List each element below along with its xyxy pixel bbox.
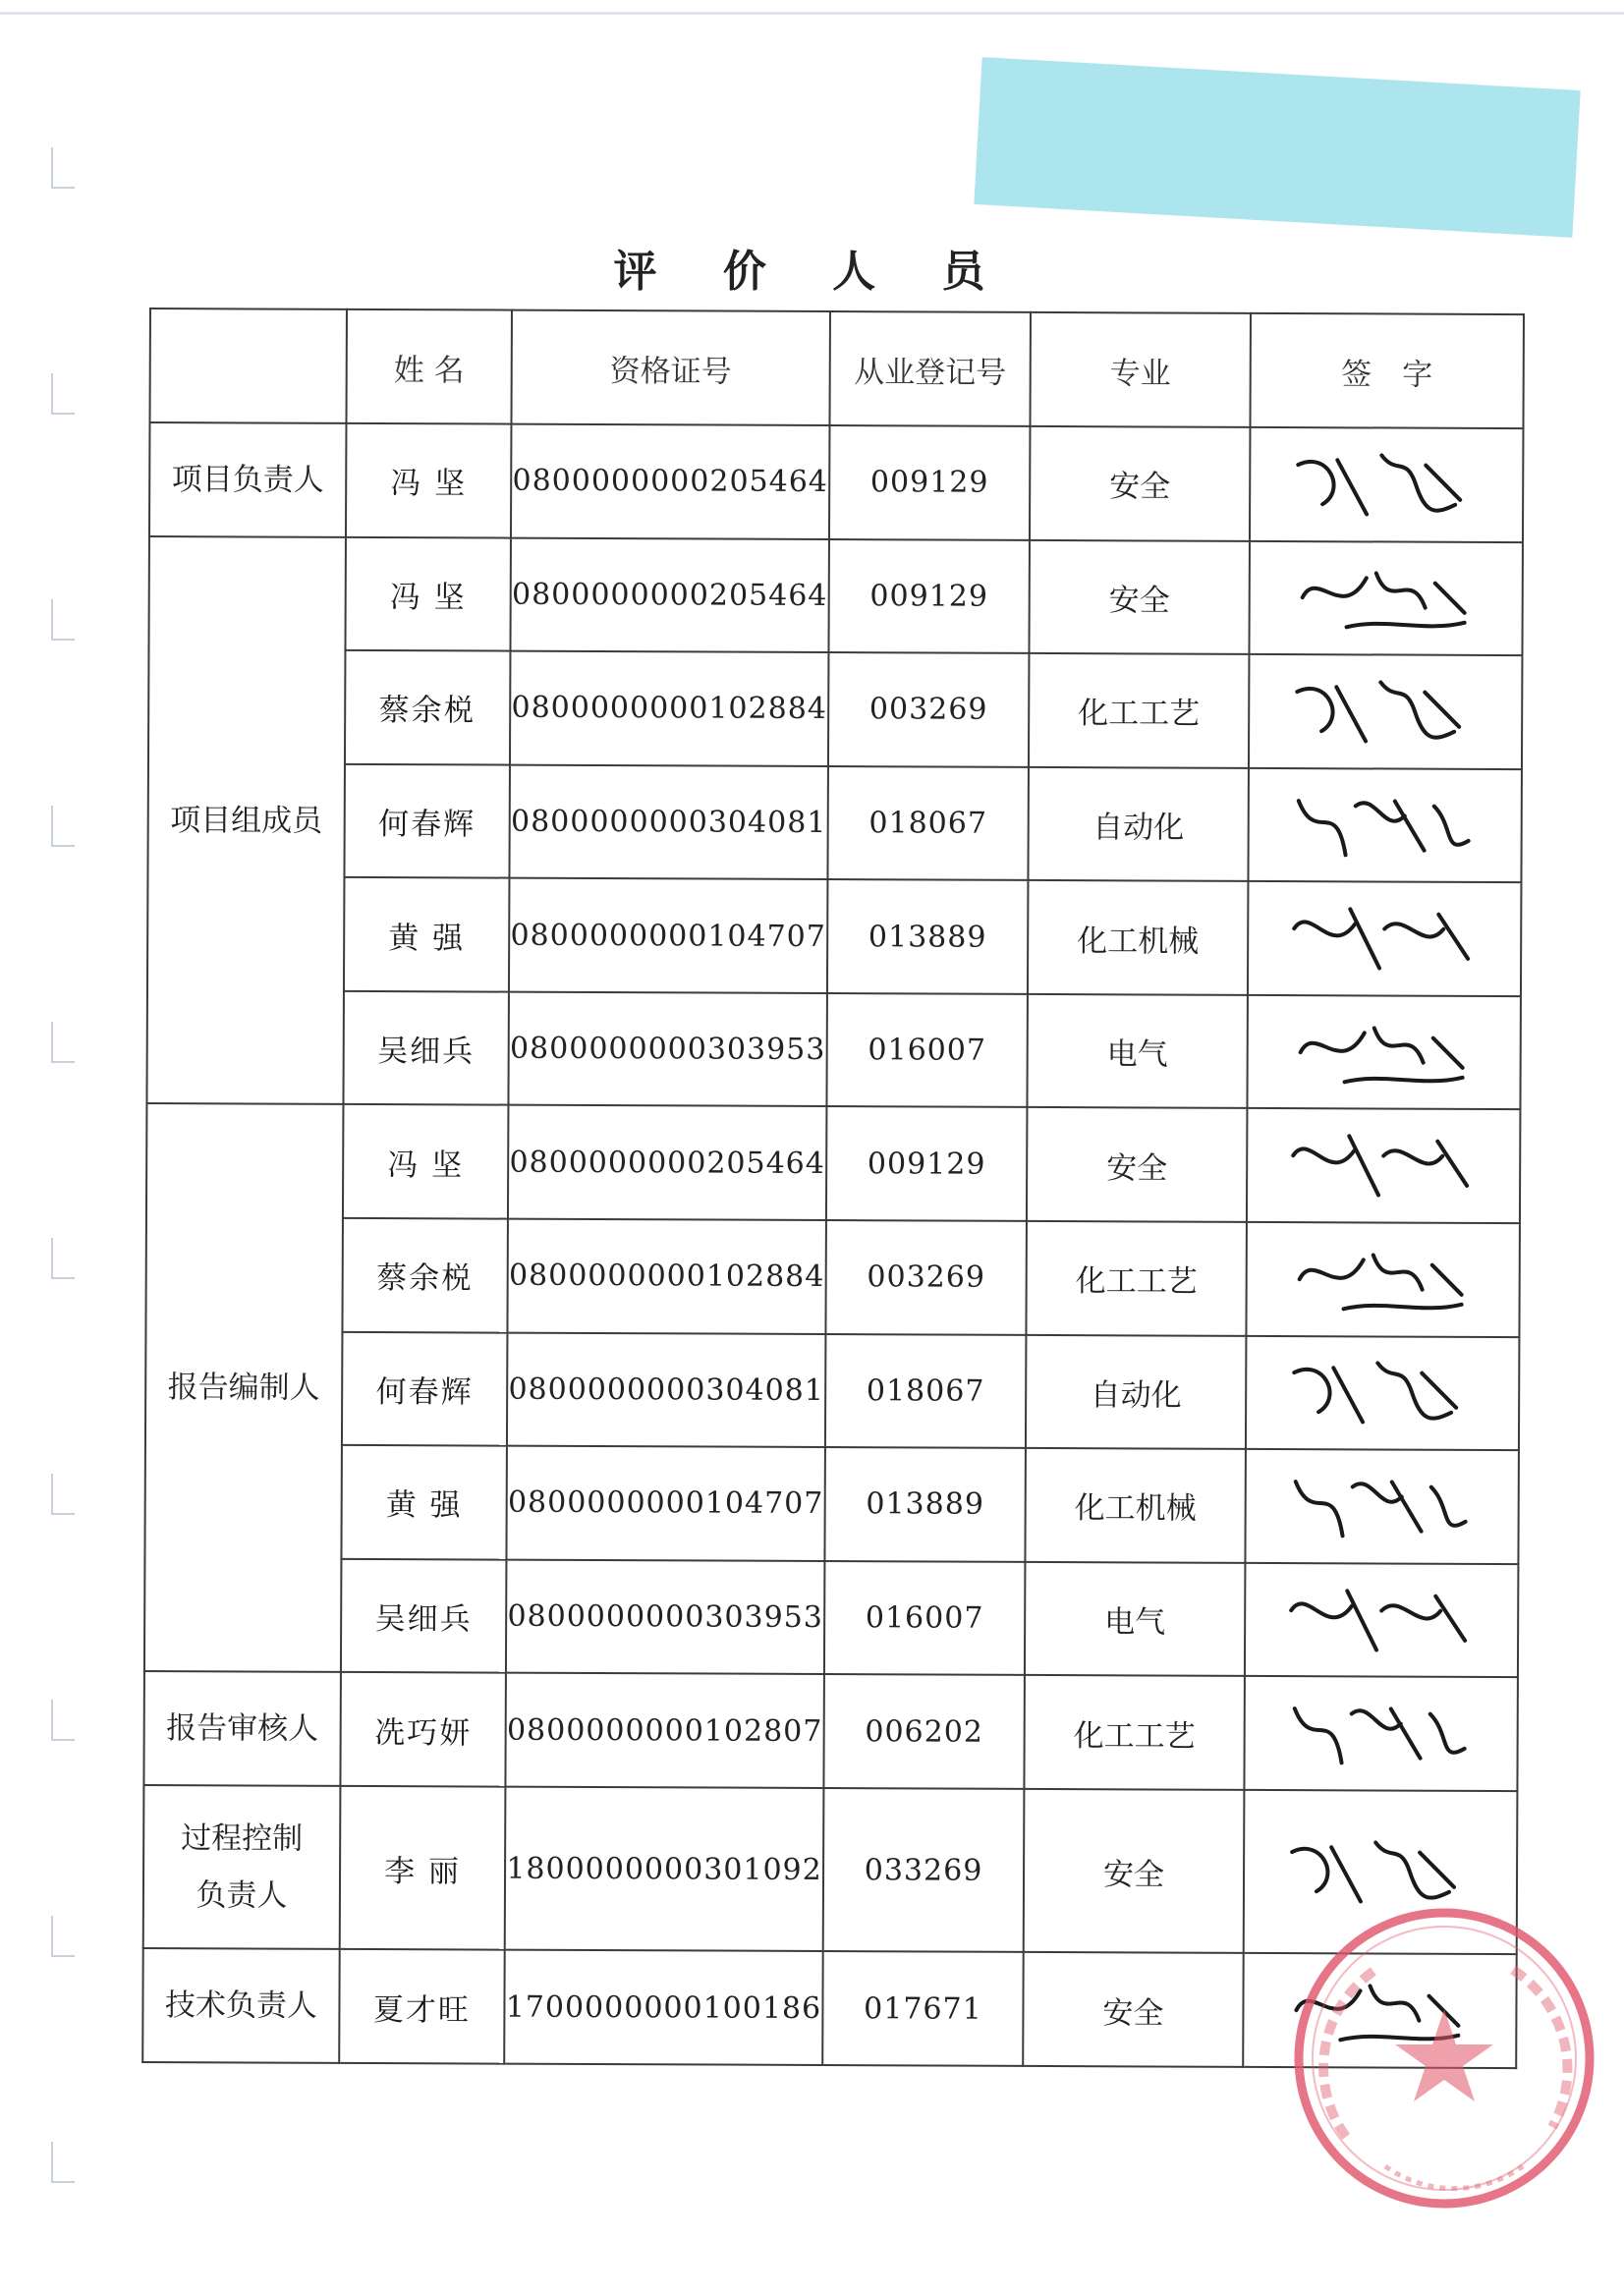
reg-cell: 013889 bbox=[827, 879, 1029, 993]
evaluators-table bbox=[141, 308, 1525, 2069]
handwritten-signature bbox=[1284, 1353, 1481, 1432]
handwritten-signature bbox=[1288, 558, 1484, 638]
reg-cell: 003269 bbox=[825, 1220, 1027, 1334]
spec-cell: 电气 bbox=[1027, 994, 1248, 1109]
spec-cell: 电气 bbox=[1025, 1562, 1246, 1677]
punch-mark bbox=[51, 2142, 75, 2183]
spec-cell: 自动化 bbox=[1028, 767, 1249, 882]
spec-cell: 化工机械 bbox=[1025, 1448, 1246, 1563]
cert-cell: 0800000000104707 bbox=[506, 1446, 825, 1561]
signature-cell bbox=[1247, 1108, 1521, 1223]
name-cell: 夏才旺 bbox=[339, 1949, 505, 2063]
role-cell: 技术负责人 bbox=[142, 1948, 340, 2063]
reg-cell: 018067 bbox=[825, 1334, 1027, 1448]
role-cell: 项目组成员 bbox=[146, 536, 346, 1105]
cert-cell: 0800000000304081 bbox=[507, 1332, 826, 1447]
tape-strip bbox=[974, 57, 1580, 238]
table-row bbox=[143, 1671, 1517, 1791]
spec-cell: 自动化 bbox=[1026, 1335, 1247, 1450]
reg-cell: 016007 bbox=[826, 993, 1028, 1107]
spec-cell: 安全 bbox=[1027, 1107, 1248, 1222]
handwritten-signature bbox=[1285, 1240, 1482, 1319]
reg-cell: 003269 bbox=[828, 652, 1030, 766]
name-cell: 黄 强 bbox=[341, 1445, 507, 1559]
signature-cell bbox=[1249, 654, 1523, 769]
table-row bbox=[147, 876, 1521, 996]
header-cert: 资格证号 bbox=[511, 310, 830, 425]
signature-cell bbox=[1250, 427, 1524, 542]
cert-cell: 0800000000102884 bbox=[510, 651, 829, 766]
reg-cell: 017671 bbox=[822, 1951, 1024, 2066]
punch-mark bbox=[51, 806, 75, 847]
name-cell: 冯 坚 bbox=[346, 423, 512, 537]
table-row bbox=[145, 1217, 1519, 1337]
table-row bbox=[144, 1444, 1518, 1564]
cert-cell: 0800000000205464 bbox=[510, 537, 829, 652]
handwritten-signature bbox=[1286, 1013, 1483, 1092]
cert-cell: 1800000000301092 bbox=[505, 1787, 824, 1952]
cert-cell: 0800000000205464 bbox=[511, 424, 830, 539]
handwritten-signature bbox=[1287, 672, 1484, 752]
name-cell: 蔡余棁 bbox=[342, 1218, 508, 1332]
header-sig: 签 字 bbox=[1250, 313, 1524, 428]
header-reg: 从业登记号 bbox=[829, 311, 1031, 426]
cert-cell: 0800000000102807 bbox=[505, 1673, 824, 1788]
spec-cell: 安全 bbox=[1030, 426, 1251, 541]
top-edge-line bbox=[0, 12, 1624, 15]
table-row bbox=[144, 1558, 1518, 1678]
name-cell: 吴细兵 bbox=[341, 1559, 507, 1673]
header-row bbox=[149, 308, 1523, 428]
reg-cell: 013889 bbox=[824, 1447, 1026, 1561]
table-row bbox=[148, 536, 1522, 656]
header-role bbox=[149, 308, 347, 423]
spec-cell: 安全 bbox=[1023, 1952, 1244, 2067]
punch-mark bbox=[51, 1474, 75, 1515]
name-cell: 冯 坚 bbox=[343, 1104, 509, 1218]
table-row bbox=[146, 990, 1520, 1110]
table-row bbox=[146, 1103, 1520, 1223]
cert-cell: 0800000000304081 bbox=[509, 764, 828, 879]
role-cell: 报告审核人 bbox=[143, 1671, 341, 1785]
handwritten-signature bbox=[1283, 1581, 1480, 1660]
company-seal bbox=[1287, 1901, 1601, 2215]
table-row bbox=[148, 649, 1522, 769]
handwritten-signature bbox=[1282, 1832, 1479, 1912]
cert-cell: 0800000000104707 bbox=[509, 878, 828, 993]
table-row bbox=[149, 422, 1523, 542]
punch-mark bbox=[51, 147, 75, 189]
reg-cell: 033269 bbox=[823, 1788, 1025, 1952]
spec-cell: 化工工艺 bbox=[1024, 1675, 1245, 1790]
name-cell: 李 丽 bbox=[340, 1786, 506, 1950]
reg-cell: 006202 bbox=[823, 1674, 1025, 1788]
signature-cell bbox=[1246, 1222, 1520, 1337]
name-cell: 何春辉 bbox=[344, 764, 510, 878]
spec-cell: 安全 bbox=[1024, 1789, 1245, 1953]
cert-cell: 0800000000205464 bbox=[508, 1105, 827, 1220]
cert-cell: 0800000000303953 bbox=[508, 991, 827, 1106]
reg-cell: 016007 bbox=[824, 1561, 1026, 1675]
punch-mark bbox=[51, 1700, 75, 1741]
signature-cell bbox=[1244, 1676, 1518, 1791]
role-cell: 项目负责人 bbox=[149, 422, 347, 536]
reg-cell: 018067 bbox=[827, 766, 1029, 880]
signature-cell bbox=[1247, 995, 1521, 1110]
cert-cell: 1700000000100186 bbox=[504, 1950, 823, 2065]
name-cell: 黄 强 bbox=[344, 877, 510, 991]
signature-cell bbox=[1245, 1449, 1519, 1564]
spec-cell: 安全 bbox=[1029, 539, 1250, 654]
name-cell: 何春辉 bbox=[342, 1331, 508, 1445]
handwritten-signature bbox=[1283, 1694, 1480, 1773]
reg-cell: 009129 bbox=[828, 539, 1030, 653]
handwritten-signature bbox=[1285, 1126, 1482, 1205]
header-name: 姓 名 bbox=[346, 309, 512, 424]
header-spec: 专业 bbox=[1030, 312, 1251, 427]
punch-mark bbox=[51, 373, 75, 415]
punch-mark bbox=[51, 599, 75, 641]
signature-cell bbox=[1248, 881, 1522, 996]
role-cell: 过程控制 负责人 bbox=[143, 1785, 341, 1949]
signature-cell bbox=[1245, 1563, 1519, 1678]
punch-mark bbox=[51, 1022, 75, 1063]
punch-mark bbox=[51, 1916, 75, 1957]
table-row bbox=[145, 1331, 1519, 1451]
signature-cell bbox=[1249, 540, 1523, 655]
punch-mark bbox=[51, 1238, 75, 1279]
spec-cell: 化工机械 bbox=[1028, 880, 1249, 995]
handwritten-signature bbox=[1287, 786, 1484, 866]
signature-cell bbox=[1248, 768, 1522, 883]
spec-cell: 化工工艺 bbox=[1026, 1221, 1247, 1336]
table-row bbox=[147, 763, 1521, 883]
page-title: 评 价 人 员 bbox=[613, 247, 1011, 297]
reg-cell: 009129 bbox=[826, 1106, 1028, 1220]
handwritten-signature bbox=[1288, 445, 1484, 525]
spec-cell: 化工工艺 bbox=[1029, 653, 1250, 768]
name-cell: 蔡余棁 bbox=[345, 650, 511, 764]
cert-cell: 0800000000303953 bbox=[506, 1559, 825, 1674]
signature-cell bbox=[1246, 1336, 1520, 1451]
handwritten-signature bbox=[1284, 1467, 1481, 1546]
cert-cell: 0800000000102884 bbox=[507, 1219, 826, 1334]
handwritten-signature bbox=[1286, 899, 1483, 979]
name-cell: 吴细兵 bbox=[343, 991, 509, 1105]
reg-cell: 009129 bbox=[829, 425, 1031, 539]
role-cell: 报告编制人 bbox=[144, 1103, 344, 1672]
name-cell: 冼巧妍 bbox=[340, 1672, 506, 1786]
name-cell: 冯 坚 bbox=[345, 536, 511, 650]
